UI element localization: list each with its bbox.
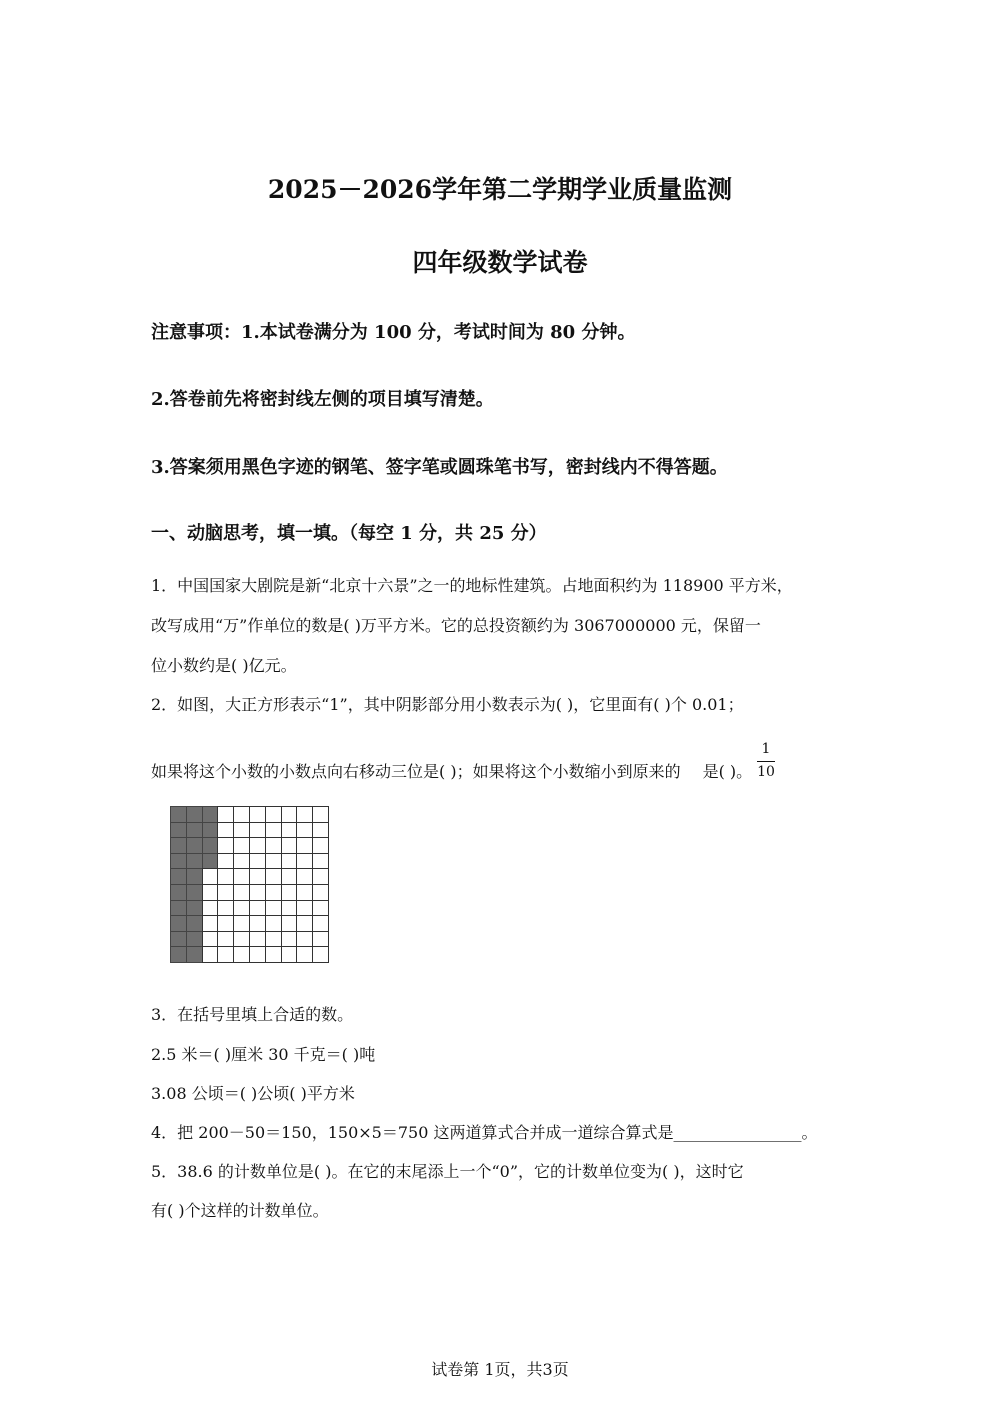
grid-cell (233, 884, 250, 901)
grid-cell (281, 900, 298, 917)
grid-cell-shaded (170, 837, 187, 854)
grid-cell (296, 900, 313, 917)
grid-cell (202, 868, 219, 885)
q2-line-2-text-a: 如果将这个小数的小数点向右移动三位是( )；如果将这个小数缩小到原来的 (151, 762, 681, 781)
grid-cell (281, 806, 298, 823)
grid-cell (217, 915, 234, 932)
notes-line-1: 注意事项：1.本试卷满分为 100 分，考试时间为 80 分钟。 (151, 322, 636, 343)
grid-cell-shaded (186, 853, 203, 870)
grid-cell-shaded (170, 868, 187, 885)
grid-cell (217, 868, 234, 885)
grid-cell (249, 900, 266, 917)
grid-cell (281, 853, 298, 870)
grid-cell (217, 837, 234, 854)
grid-cell (233, 806, 250, 823)
grid-cell-shaded (186, 931, 203, 948)
grid-cell (233, 837, 250, 854)
grid-cell-shaded (202, 806, 219, 823)
grid-cell-shaded (170, 884, 187, 901)
q1-line-1: 1．中国国家大剧院是新“北京十六景”之一的地标性建筑。占地面积约为 118900 平方米， (151, 576, 793, 595)
grid-cell-shaded (202, 853, 219, 870)
grid-cell (249, 931, 266, 948)
grid-cell (265, 931, 282, 948)
grid-cell-shaded (186, 868, 203, 885)
grid-cell-shaded (186, 915, 203, 932)
grid-cell-shaded (186, 946, 203, 963)
grid-cell (233, 931, 250, 948)
grid-cell (217, 946, 234, 963)
grid-cell (296, 806, 313, 823)
grid-cell (312, 915, 329, 932)
grid-cell (265, 884, 282, 901)
grid-cell (202, 884, 219, 901)
exam-subtitle: 四年级数学试卷 (412, 248, 588, 277)
grid-cell (217, 884, 234, 901)
grid-cell (249, 822, 266, 839)
notes-line-2: 2.答卷前先将密封线左侧的项目填写清楚。 (151, 389, 494, 410)
grid-cell (249, 806, 266, 823)
q1-line-2: 改写成用“万”作单位的数是( )万平方米。它的总投资额约为 3067000000 元，保留一 (151, 616, 761, 635)
fraction-numerator: 1 (761, 741, 771, 757)
grid-cell (296, 884, 313, 901)
page-number: 试卷第 1页，共3页 (431, 1360, 569, 1379)
grid-cell (265, 853, 282, 870)
grid-cell (202, 915, 219, 932)
grid-cell (249, 868, 266, 885)
grid-cell-shaded (186, 900, 203, 917)
q1-line-3: 位小数约是( )亿元。 (151, 656, 297, 675)
exam-title: 2025－2026学年第二学期学业质量监测 (267, 175, 733, 204)
grid-cell (296, 868, 313, 885)
grid-cell (312, 946, 329, 963)
grid-cell-shaded (170, 806, 187, 823)
q2-line-2 (151, 759, 752, 782)
grid-cell (312, 822, 329, 839)
grid-cell (281, 868, 298, 885)
grid-cell (265, 946, 282, 963)
grid-cell-shaded (170, 853, 187, 870)
grid-cell (202, 946, 219, 963)
fraction-bar (757, 761, 775, 762)
grid-cell (312, 900, 329, 917)
hundred-square-grid (170, 806, 328, 962)
grid-cell (217, 806, 234, 823)
grid-cell (296, 915, 313, 932)
grid-cell (296, 837, 313, 854)
section-heading: 一、动脑思考，填一填。（每空 1 分，共 25 分） (151, 523, 547, 544)
grid-cell (281, 837, 298, 854)
grid-cell-shaded (170, 946, 187, 963)
notes-line-3: 3.答案须用黑色字迹的钢笔、签字笔或圆珠笔书写，密封线内不得答题。 (151, 457, 728, 478)
grid-cell (281, 915, 298, 932)
grid-cell-shaded (186, 837, 203, 854)
grid-cell (217, 931, 234, 948)
grid-cell (312, 868, 329, 885)
grid-cell-shaded (170, 915, 187, 932)
q2-line-2-text-b: 是( )。 (702, 762, 753, 781)
grid-cell-shaded (186, 806, 203, 823)
grid-cell (281, 884, 298, 901)
grid-cell (249, 946, 266, 963)
grid-cell (233, 915, 250, 932)
grid-cell (249, 837, 266, 854)
grid-cell (202, 931, 219, 948)
grid-cell (202, 900, 219, 917)
fraction-denominator: 10 (757, 764, 775, 780)
grid-cell (249, 884, 266, 901)
grid-cell (296, 946, 313, 963)
grid-cell-shaded (170, 822, 187, 839)
q3-line-3: 3.08 公顷＝( )公顷( )平方米 (151, 1084, 355, 1103)
q4-line-1: 4．把 200－50＝150，150×5＝750 这两道算式合并成一道综合算式是________________。 (151, 1123, 818, 1142)
grid-cell (233, 900, 250, 917)
grid-cell (233, 868, 250, 885)
grid-cell (312, 931, 329, 948)
grid-cell-shaded (202, 822, 219, 839)
grid-cell (312, 837, 329, 854)
grid-cell (217, 900, 234, 917)
grid-cell (233, 853, 250, 870)
grid-cell (281, 946, 298, 963)
grid-cell (265, 868, 282, 885)
q5-line-1: 5．38.6 的计数单位是( )。在它的末尾添上一个“0”，它的计数单位变为( )，这时它 (151, 1162, 744, 1181)
grid-cell-shaded (170, 900, 187, 917)
grid-cell (296, 853, 313, 870)
q2-line-1: 2．如图，大正方形表示“1”，其中阴影部分用小数表示为( )，它里面有( )个 0.01； (151, 695, 744, 714)
q5-line-2: 有( )个这样的计数单位。 (151, 1201, 329, 1220)
grid-cell (265, 837, 282, 854)
grid-cell (265, 822, 282, 839)
grid-cell (312, 806, 329, 823)
grid-cell (296, 931, 313, 948)
grid-cell (312, 853, 329, 870)
grid-cell (265, 915, 282, 932)
grid-cell (265, 806, 282, 823)
q3-line-1: 3．在括号里填上合适的数。 (151, 1005, 354, 1024)
grid-cell-shaded (170, 931, 187, 948)
grid-cell (217, 822, 234, 839)
grid-cell-shaded (202, 837, 219, 854)
grid-cell (233, 822, 250, 839)
grid-cell (296, 822, 313, 839)
grid-cell-shaded (186, 822, 203, 839)
grid-cell (249, 915, 266, 932)
grid-cell (249, 853, 266, 870)
grid-cell (281, 822, 298, 839)
grid-cell (312, 884, 329, 901)
grid-cell (217, 853, 234, 870)
grid-cell (233, 946, 250, 963)
q3-line-2: 2.5 米＝( )厘米 30 千克＝( )吨 (151, 1045, 376, 1064)
grid-cell (265, 900, 282, 917)
grid-cell-shaded (186, 884, 203, 901)
grid-cell (281, 931, 298, 948)
